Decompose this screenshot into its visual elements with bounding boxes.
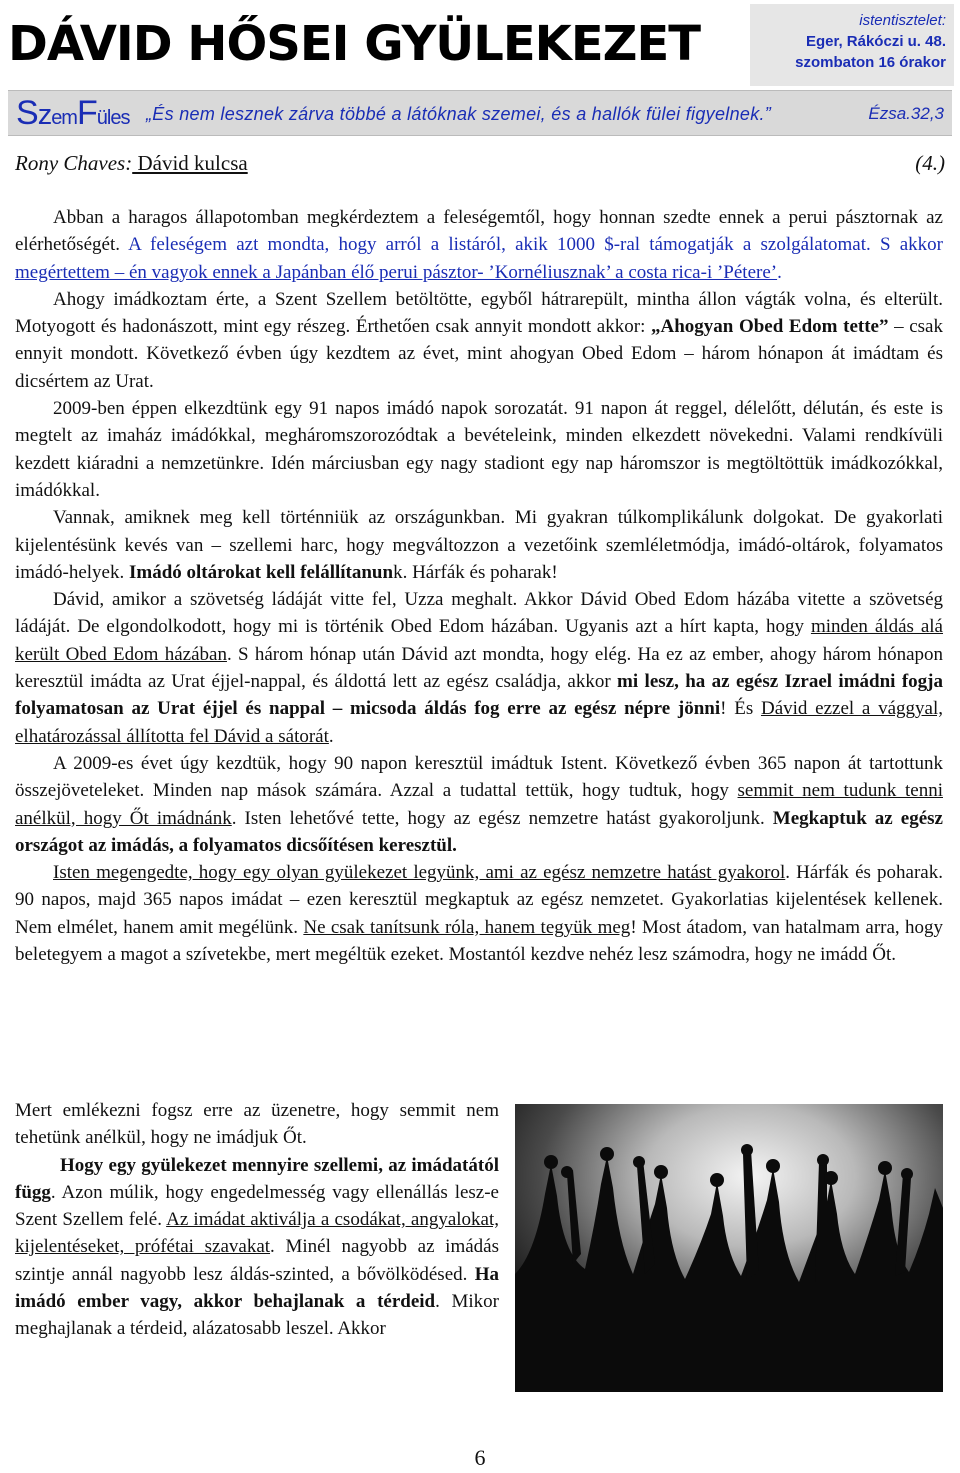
- paragraph: Vannak, amiknek meg kell történniük az országunkban. Mi gyakran túlkomplikálunk dolgokat. De gyakorlati kijelentésünk kevés van – szellemi harc, hogy megváltozzon a vezetőink szemléletmódja, imádó-oltárok, folyamatos imádó-helyek. Imádó oltárokat kell felállítanunk. Hárfák és poharak!: [15, 507, 943, 583]
- service-time: szombaton 16 órakor: [795, 54, 946, 71]
- article-body-continued: [15, 1097, 499, 1343]
- page-header: [0, 0, 960, 90]
- service-address: Eger, Rákóczi u. 48.: [805, 33, 946, 50]
- paragraph: Mert emlékezni fogsz erre az üzenetre, hogy semmit nem tehetünk anélkül, hogy ne imádjuk Őt.: [15, 1100, 499, 1149]
- paragraph: A 2009-es évet úgy kezdtük, hogy 90 napon keresztül imádtuk Istent. Következő évben 365 napon át tartottunk összejöveteleket. Minden nap mások számára. Azzal a tudattal tettük, hogy tudtuk, hogy semmit nem tudunk tenni anélkül, hogy Őt imádnánk. Isten lehetővé tette, hogy az egész nemzetre hatást gyakoroljunk. Megkaptuk az egész országot az imádás, a folyamatos dicsőítésen keresztül.: [15, 752, 943, 856]
- motto-quote: „És nem lesznek zárva többé a látóknak szemei, és a hallók fülei figyelnek.”: [146, 104, 772, 124]
- article-body: [15, 204, 943, 968]
- page-number: 6: [474, 1445, 486, 1470]
- worship-crowd-photo: [515, 1104, 943, 1392]
- paragraph: Ahogy imádkoztam érte, a Szent Szellem betöltötte, egyből hátrarepült, mintha állon vágták volna, és elterült. Motyogott és hadonászott, mint egy részeg. Érthetően csak annyit mondott akkor: „Ahogyan Obed Edom tette” – csak ennyit mondott. Következő évben úgy kezdtem az évet, mint ahogyan Obed Edom – három hónapon át imádtam és dicsértem az Urat.: [15, 288, 943, 392]
- paragraph: Abban a haragos állapotomban megkérdeztem a feleségemtől, hogy honnan szedte ennek a perui pásztornak az elérhetőségét. A feleségem azt mondta, hogy arról a listáról, akik 1000 $-ral támogatják a szolgálatomat. S akkor megértettem – én vagyok ennek a Japánban élő perui pásztor- ’Kornéliusznak’ a costa rica-i ’Pétere’.: [15, 207, 943, 283]
- service-info-box: [750, 4, 954, 86]
- motto-reference: Ézsa.32,3: [868, 104, 944, 123]
- newsletter-brand: SzemFüles: [16, 94, 130, 132]
- paragraph: Hogy egy gyülekezet mennyire szellemi, az imádatától függ. Azon múlik, hogy engedelmesség vagy ellenállás lesz-e Szent Szellem felé. Az imádat aktiválja a csodákat, angyalokat, kijelentéseket, prófétai szavakat. Minél nagyobb az imádás szintje annál nagyobb lesz áldás-szinted, a bővölködésed. Ha imádó ember vagy, akkor behajlanak a térdeid. Mikor meghajlanak a térdeid, alázatosabb leszel. Akkor: [15, 1154, 500, 1340]
- paragraph: Isten megengedte, hogy egy olyan gyülekezet legyünk, ami az egész nemzetre hatást gyakorol. Hárfák és poharak. 90 napos, majd 365 napos imádat – ezen keresztül megkaptuk az egész nemzetet. Gyakorlatias kijelentések kellenek. Nem elmélet, hanem amit megélünk. Ne csak tanítsunk róla, hanem tegyük meg! Most átadom, van hatalmam arra, hogy beletegyem a magot a szívetekbe, mert megéltük ezeket. Mostantól kezdve nehéz lesz számodra, hogy ne imádd Őt.: [15, 862, 944, 966]
- motto-banner: [8, 90, 952, 136]
- church-title: DÁVID HŐSEI GYÜLEKEZET: [8, 16, 700, 72]
- article-title: Dávid kulcsa: [132, 151, 248, 175]
- article-author: Rony Chaves:: [15, 151, 133, 175]
- service-label: istentisztelet:: [859, 12, 946, 29]
- article-part-number: (4.): [915, 151, 945, 175]
- paragraph: 2009-ben éppen elkezdtünk egy 91 napos imádó napok sorozatát. 91 napon át reggel, délelőtt, délután, és este is megtelt az imaház imádókkal, megháromszorozódtak a bevételeink, minden elkezdett növekedni. Valami rendkívüli kezdett kiáradni a nemzetünkre. Idén márciusban egy nagy stadiont egy nap háromszor is megtöltöttük imádkozókkal, imádókkal.: [15, 398, 943, 501]
- article-heading: [15, 148, 945, 178]
- paragraph: Dávid, amikor a szövetség ládáját vitte fel, Uzza meghalt. Akkor Dávid Obed Edom házába vitette a szövetség ládáját. De elgondolkodott, hogy mi is történik Obed Edom házában. Ugyanis azt a hírt kapta, hogy minden áldás alá került Obed Edom házában. S három hónap után Dávid azt mondta, hogy elég. Ha ez az ember, ahogy három hónapon keresztül imádta az Urat éjjel-nappal, és áldottá lett az egész családja, akkor mi lesz, ha az egész Izrael imádni fogja folyamatosan az Urat éjjel és nappal – micsoda áldás fog erre az egész népre jönni! És Dávid ezzel a vággyal, elhatározással állította fel Dávid a sátorát.: [15, 589, 944, 747]
